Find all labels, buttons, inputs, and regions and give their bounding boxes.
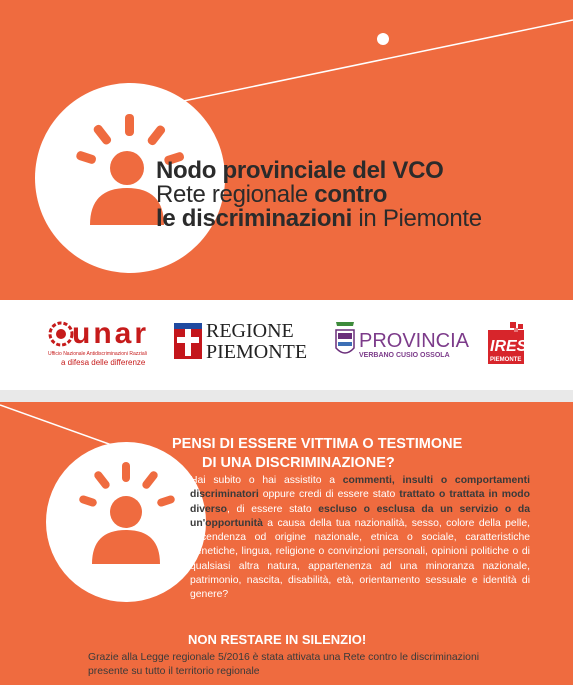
body-text-1: Hai subito o hai assistito a xyxy=(190,475,343,486)
subtitle-text: Rete regionale xyxy=(156,181,315,208)
body-text-3: , di essere stato xyxy=(226,503,319,515)
provincia-crest-icon xyxy=(333,320,357,362)
unar-logo-icon xyxy=(48,318,74,350)
subtitle-bold-2: le discriminazioni xyxy=(156,205,352,232)
regione-logo-line2: PIEMONTE xyxy=(206,341,308,363)
header-graphic xyxy=(0,0,573,300)
header-dot-2 xyxy=(143,97,157,111)
footer-note: Grazie alla Legge regionale 5/2016 è stata attivata una Rete contro le discriminazioni presente su tutto il territorio regionale xyxy=(88,652,480,677)
body-text-2: oppure credi di essere stato xyxy=(258,489,400,501)
provincia-logo-line1: PROVINCIA xyxy=(359,330,470,352)
regione-logo-line1: REGIONE xyxy=(206,320,294,342)
unar-logo-subtitle: Ufficio Nazionale Antidiscriminazioni Razziali xyxy=(48,351,147,357)
body-emphasis-2: trattato o trattata in modo diverso xyxy=(190,489,530,515)
unar-logo-word: unar xyxy=(72,317,150,350)
body-emphasis-3: escluso o esclusa da un servizio o da un'opportunità xyxy=(190,503,530,529)
ires-logo-line2: PIEMONTE xyxy=(490,357,522,363)
body-paragraph xyxy=(190,474,530,603)
body-emphasis-1: commenti, insulti o comportamenti discriminatori xyxy=(190,475,530,501)
page-title: Nodo provinciale del VCO xyxy=(156,157,444,184)
question-heading-line2: DI UNA DISCRIMINAZIONE? xyxy=(202,455,395,471)
section-divider xyxy=(0,390,573,402)
question-heading-line1: PENSI DI ESSERE VITTIMA O TESTIMONE xyxy=(172,436,463,452)
header-decor-line xyxy=(140,20,573,110)
header-dot-1 xyxy=(377,33,389,45)
provincia-logo-line2: VERBANO CUSIO OSSOLA xyxy=(359,352,450,359)
call-to-action-heading: NON RESTARE IN SILENZIO! xyxy=(188,632,367,647)
subtitle-line-2 xyxy=(156,205,482,233)
unar-logo-tagline: a difesa delle differenze xyxy=(61,358,146,367)
body-text-4: a causa della tua nazionalità, sesso, colore della pelle, ascendenza od origine nazionale, etnica o sociale, caratteristiche genetiche, lingua, religione o convinzioni personali, opinioni politiche o di qualsiasi altra natura, appartenenza ad una minoranza nazionale, patrimonio, nascita, disabilità, età, orientamento sessuale e identità di genere? xyxy=(190,517,530,601)
subtitle-bold: contro xyxy=(314,181,388,208)
regione-shield-icon xyxy=(173,322,203,360)
ires-logo-line1: IRES xyxy=(490,338,528,355)
subtitle-text-2: in Piemonte xyxy=(352,205,482,232)
